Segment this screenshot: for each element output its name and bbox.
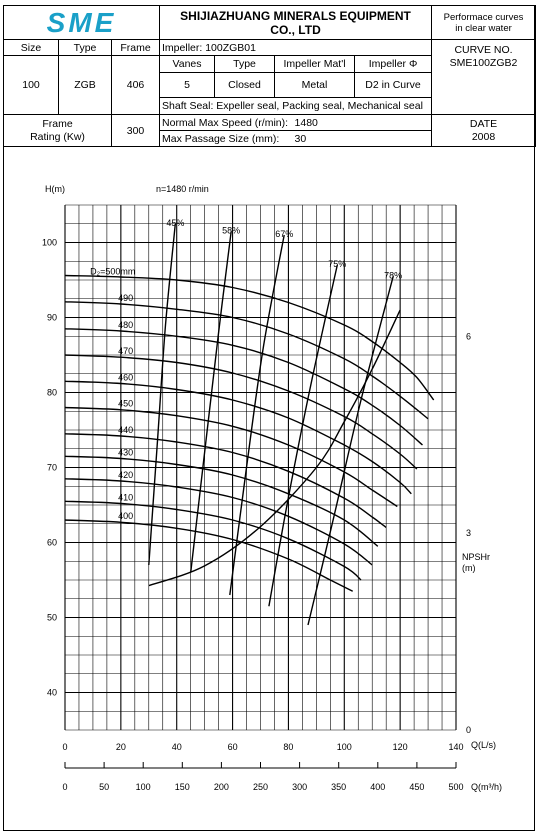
impeller-phi-label: Impeller Φ (355, 56, 432, 73)
company-line-2: CO., LTD (270, 22, 321, 37)
efficiency-label: 67% (275, 229, 294, 239)
head-curve-label: 430 (118, 447, 134, 458)
max-speed-label: Normal Max Speed (r/min): (160, 115, 275, 131)
x-tick-label: 0 (62, 742, 68, 752)
curve-no-label: CURVE NO. (454, 44, 513, 56)
head-curve-label: 480 (118, 319, 134, 330)
efficiency-label: 58% (222, 225, 241, 236)
type-label: Type (59, 40, 112, 56)
shaft-seal: Shaft Seal: Expeller seal, Packing seal, Mechanical seal (160, 98, 432, 115)
head-curve-line (65, 456, 378, 546)
y-tick-label: 70 (46, 462, 57, 473)
head-curve-line (65, 520, 353, 591)
y-tick-label: 50 (46, 612, 57, 623)
x2-tick-label: 500 (448, 782, 464, 792)
y2-axis-label-line-1: NPSHr (462, 552, 491, 562)
efficiency-label: 75% (328, 259, 347, 269)
x2-tick-label: 300 (292, 782, 308, 792)
type-value: ZGB (59, 56, 112, 115)
y-tick-label: 60 (46, 537, 57, 548)
y2-tick-label: 6 (466, 331, 472, 342)
head-curve-label: 400 (118, 511, 134, 521)
frame-label: Frame (112, 40, 160, 56)
max-speed-value: 1480 (275, 115, 432, 131)
x2-tick-label: 150 (174, 782, 190, 792)
vanes-label: Vanes (160, 56, 215, 73)
y-tick-label: 100 (41, 237, 57, 248)
y-tick-label: 80 (46, 387, 57, 398)
company-line-1: SHIJIAZHUANG MINERALS EQUIPMENT (180, 8, 411, 23)
vanes-value: 5 (160, 73, 215, 98)
head-curve-label: 440 (118, 424, 134, 435)
size-label: Size (4, 40, 59, 56)
x2-tick-label: 400 (370, 782, 386, 792)
y2-tick-label: 3 (466, 528, 472, 539)
frame-rating-line-2: Rating (Kw) (30, 130, 85, 143)
head-curve-label: D₂=500mm (90, 266, 136, 277)
y-tick-label: 90 (46, 312, 57, 323)
impeller-label: Impeller: 100ZGB01 (160, 40, 432, 56)
max-passage-value: 30 (275, 131, 432, 147)
efficiency-label: 78% (384, 270, 403, 281)
curve-no-value: SME100ZGB2 (449, 57, 518, 69)
x2-tick-label: 350 (331, 782, 347, 792)
x2-tick-label: 200 (213, 782, 229, 792)
x-tick-label: 80 (283, 742, 294, 752)
impeller-type-value: Closed (215, 73, 275, 98)
size-value: 100 (4, 56, 59, 115)
x2-tick-label: 50 (99, 782, 110, 792)
impeller-material-value: Metal (275, 73, 355, 98)
date-value: 2008 (471, 130, 496, 143)
head-curve-label: 410 (118, 492, 134, 503)
y2-tick-label: 0 (466, 725, 472, 735)
x-tick-label: 120 (392, 742, 408, 752)
efficiency-label: 45% (166, 217, 185, 228)
x2-tick-label: 0 (62, 782, 68, 792)
impeller-type-label: Type (215, 56, 275, 73)
impeller-material-label: Impeller Mat'l (275, 56, 355, 73)
x-tick-label: 100 (336, 742, 352, 752)
x-tick-label: 40 (171, 742, 182, 752)
y-axis-label: H(m) (45, 184, 65, 194)
head-curve-label: 420 (118, 469, 134, 480)
x-tick-label: 60 (227, 742, 238, 752)
x2-axis-label: Q(m³/h) (471, 782, 502, 792)
chart-title: n=1480 r/min (156, 184, 209, 194)
y-tick-label: 40 (46, 687, 57, 698)
x2-tick-label: 250 (252, 782, 269, 792)
head-curve-label: 470 (118, 346, 134, 356)
chart-grid (65, 205, 456, 768)
y2-axis-label-line-2: (m) (462, 563, 476, 573)
head-curve-label: 450 (118, 398, 134, 409)
frame-rating-line-1: Frame (42, 117, 73, 130)
efficiency-curve-line (149, 224, 176, 565)
date-label: DATE (469, 117, 498, 130)
impeller-phi-value: D2 in Curve (355, 73, 432, 98)
x-tick-label: 140 (448, 742, 464, 752)
x-axis-label: Q(L/s) (471, 740, 497, 750)
max-passage-label: Max Passage Size (mm): (160, 131, 275, 147)
frame-value: 406 (112, 56, 160, 115)
x2-tick-label: 100 (135, 782, 151, 792)
perf-line-2: in clear water (455, 22, 512, 34)
logo-text: SME (46, 6, 117, 38)
x-tick-label: 20 (115, 742, 126, 752)
perf-line-1: Performace curves (443, 11, 524, 23)
head-curve-label: 490 (118, 292, 134, 303)
head-curve-label: 460 (118, 372, 134, 383)
x2-tick-label: 450 (409, 782, 425, 792)
frame-rating-value: 300 (112, 115, 160, 147)
